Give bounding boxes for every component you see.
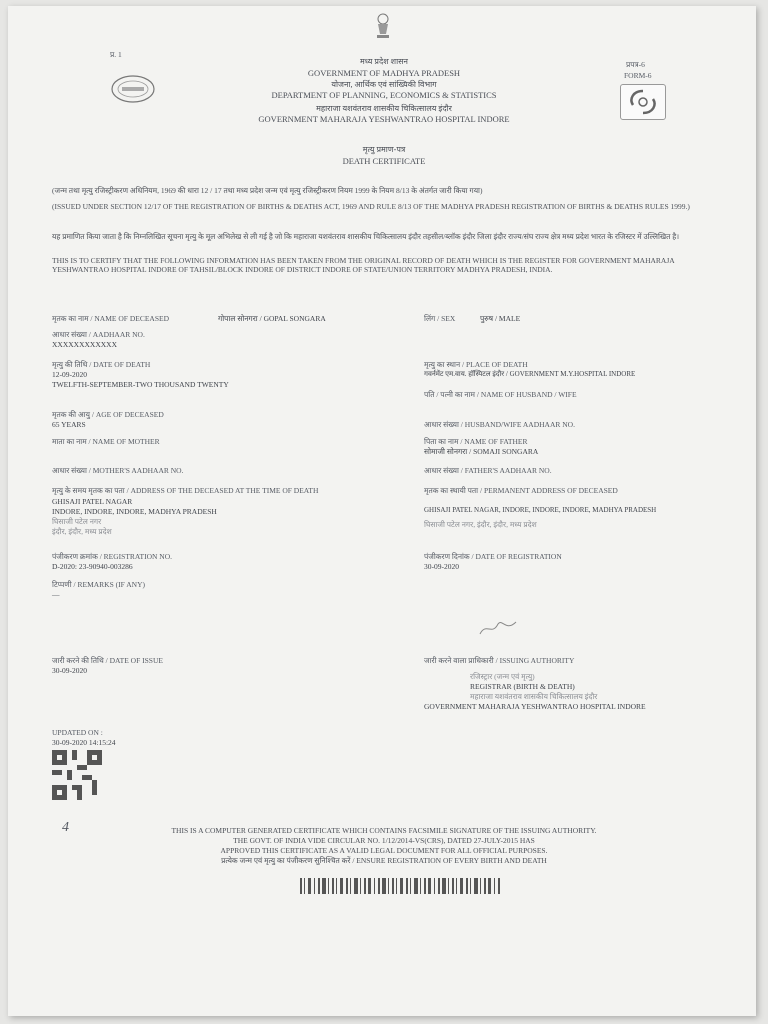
address-hindi-1: घिसाजी पटेल नगर xyxy=(52,517,102,526)
state-emblem-icon xyxy=(372,10,394,42)
margin-mark: 4 xyxy=(62,820,69,835)
address-value-1: GHISAJI PATEL NAGAR xyxy=(52,497,133,506)
intro-issued: (ISSUED UNDER SECTION 12/17 OF THE REGISTRATION OF BIRTHS & DEATHS ACT, 1969 AND RULE 8/13 OF THE MADHYA PRADESH REGISTRATION OF BIRTHS & DEATHS RULES 1999.) xyxy=(52,202,690,211)
header-hindi-hospital: महाराजा यशवंतराव शासकीय चिकित्सालय इंदौर xyxy=(316,104,452,113)
age-label: मृतक की आयु / AGE OF DECEASED xyxy=(52,410,164,419)
authority-hindi-2: महाराजा यशवंतराव शासकीय चिकित्सालय इंदौर xyxy=(470,692,598,701)
husband-wife-aadhaar-label: आधार संख्या / HUSBAND/WIFE AADHAAR NO. xyxy=(424,420,575,429)
footer-line-3: APPROVED THIS CERTIFICATE AS A VALID LEGAL DOCUMENT FOR ALL OFFICIAL PURPOSES. xyxy=(220,846,548,855)
header-dept: DEPARTMENT OF PLANNING, ECONOMICS & STATISTICS xyxy=(271,90,497,100)
updated-label: UPDATED ON : xyxy=(52,728,103,737)
issuing-authority-label: जारी करने वाला प्राधिकारी / ISSUING AUTHORITY xyxy=(424,656,575,665)
father-value: सोमाजी सोनगरा / SOMAJI SONGARA xyxy=(424,447,539,456)
registration-no-label: पंजीकरण क्रमांक / REGISTRATION NO. xyxy=(52,552,173,561)
certificate-title: DEATH CERTIFICATE xyxy=(342,156,426,166)
authority-org: GOVERNMENT MAHARAJA YESHWANTRAO HOSPITAL INDORE xyxy=(424,702,646,711)
name-label: मृतक का नाम / NAME OF DECEASED xyxy=(52,314,169,323)
footer-line-4: प्रत्येक जन्म एवं मृत्यु का पंजीकरण सुनिश्चित करें / ENSURE REGISTRATION OF EVERY BIRTH AND DEATH xyxy=(221,856,547,865)
date-of-registration-value: 30-09-2020 xyxy=(424,562,459,571)
date-of-issue-label: जारी करने की तिथि / DATE OF ISSUE xyxy=(52,656,163,665)
dod-label: मृत्यु की तिथि / DATE OF DEATH xyxy=(52,360,151,369)
footer-line-2: THE GOVT. OF INDIA VIDE CIRCULAR NO. 1/12/2014-VS(CRS), DATED 27-JULY-2015 HAS xyxy=(233,836,535,845)
father-label: पिता का नाम / NAME OF FATHER xyxy=(424,437,528,446)
mother-aadhaar-label: आधार संख्या / MOTHER'S AADHAAR NO. xyxy=(52,466,184,475)
top-left-mark: प्र. 1 xyxy=(110,50,122,59)
date-of-issue-value: 30-09-2020 xyxy=(52,666,87,675)
address-hindi-2: इंदौर, इंदौर, मध्य प्रदेश xyxy=(52,527,112,536)
permanent-address-hindi: घिसाजी पटेल नगर, इंदौर, इंदौर, मध्य प्रदेश xyxy=(424,520,537,529)
place-of-death-value: गवर्नमेंट एम.वाय. हॉस्पिटल इंदौर / GOVERNMENT M.Y.HOSPITAL INDORE xyxy=(424,370,636,378)
place-of-death-label: मृत्यु का स्थान / PLACE OF DEATH xyxy=(424,360,528,369)
registration-logo-icon xyxy=(620,84,666,120)
remarks-label: टिप्पणी / REMARKS (IF ANY) xyxy=(52,580,145,589)
sex-label: लिंग / SEX xyxy=(424,314,456,323)
dod-value: 12-09-2020 xyxy=(52,370,87,379)
intro-certify: THIS IS TO CERTIFY THAT THE FOLLOWING INFORMATION HAS BEEN TAKEN FROM THE ORIGINAL RECORD OF DEATH WHICH IS THE REGISTER FOR GOVERNMENT MAHARAJA YESHWANTRAO HOSPITAL INDORE OF TAHSIL/BLOCK INDORE OF DISTRICT INDORE OF STATE/UNION TERRITORY MADHYA PRADESH, INDIA. xyxy=(52,256,675,274)
signature-scribble xyxy=(478,616,518,638)
header-hindi-state: मध्य प्रदेश शासन xyxy=(359,57,409,66)
form-hindi: प्रपत्र-6 xyxy=(626,60,645,69)
registration-no-value: D-2020: 23-90940-003286 xyxy=(52,562,133,571)
header-hospital: GOVERNMENT MAHARAJA YESHWANTRAO HOSPITAL INDORE xyxy=(258,114,510,124)
dod-words: TWELFTH-SEPTEMBER-TWO THOUSAND TWENTY xyxy=(52,380,229,389)
header-hindi-dept: योजना, आर्थिक एवं सांख्यिकी विभाग xyxy=(331,80,437,89)
barcode-icon xyxy=(300,878,500,894)
address-label: मृत्यु के समय मृतक का पता / ADDRESS OF THE DECEASED AT THE TIME OF DEATH xyxy=(52,486,319,495)
father-aadhaar-label: आधार संख्या / FATHER'S AADHAAR NO. xyxy=(424,466,552,475)
sex-value: पुरुष / MALE xyxy=(480,314,521,323)
form-label: FORM-6 xyxy=(624,71,652,80)
husband-wife-label: पति / पत्नी का नाम / NAME OF HUSBAND / WIFE xyxy=(424,390,577,399)
address-value-2: INDORE, INDORE, INDORE, MADHYA PRADESH xyxy=(52,507,217,516)
authority-title: REGISTRAR (BIRTH & DEATH) xyxy=(470,682,575,691)
permanent-address-value: GHISAJI PATEL NAGAR, INDORE, INDORE, INDORE, MADHYA PRADESH xyxy=(424,506,657,514)
age-value: 65 YEARS xyxy=(52,420,86,429)
date-of-registration-label: पंजीकरण दिनांक / DATE OF REGISTRATION xyxy=(424,552,562,561)
aadhaar-label: आधार संख्या / AADHAAR NO. xyxy=(52,330,145,339)
mother-label: माता का नाम / NAME OF MOTHER xyxy=(52,437,160,446)
header-govt: GOVERNMENT OF MADHYA PRADESH xyxy=(307,68,461,78)
qr-code-icon xyxy=(52,750,102,800)
authority-hindi: रजिस्ट्रार (जन्म एवं मृत्यु) xyxy=(470,672,535,681)
intro-hindi-issued: (जन्म तथा मृत्यु रजिस्ट्रीकरण अधिनियम, 1969 की धारा 12 / 17 तथा मध्य प्रदेश जन्म एवं मृत्यु रजिस्ट्रीकरण नियम 1999 के नियम 8/13 के अंतर्गत जारी किया गया) xyxy=(52,186,483,195)
name-value: गोपाल सोनगरा / GOPAL SONGARA xyxy=(218,314,326,323)
updated-value: 30-09-2020 14:15:24 xyxy=(52,738,116,747)
remarks-value: — xyxy=(52,590,60,599)
header-hindi-cert: मृत्यु प्रमाण-पत्र xyxy=(362,145,406,154)
intro-hindi-certify: यह प्रमाणित किया जाता है कि निम्नलिखित सूचना मृत्यु के मूल अभिलेख से ली गई है जो कि महाराजा यशवंतराव शासकीय चिकित्सालय इंदौर तहसील/ब्लॉक इंदौर जिला इंदौर राज्य/संघ राज्य क्षेत्र मध्य प्रदेश भारत के रजिस्टर में उल्लिखित है। xyxy=(52,232,680,241)
permanent-address-label: मृतक का स्थायी पता / PERMANENT ADDRESS OF DECEASED xyxy=(424,486,618,495)
footer-line-1: THIS IS A COMPUTER GENERATED CERTIFICATE WHICH CONTAINS FACSIMILE SIGNATURE OF THE ISSUING AUTHORITY. xyxy=(171,826,597,835)
aadhaar-value: XXXXXXXXXXXX xyxy=(52,340,117,349)
